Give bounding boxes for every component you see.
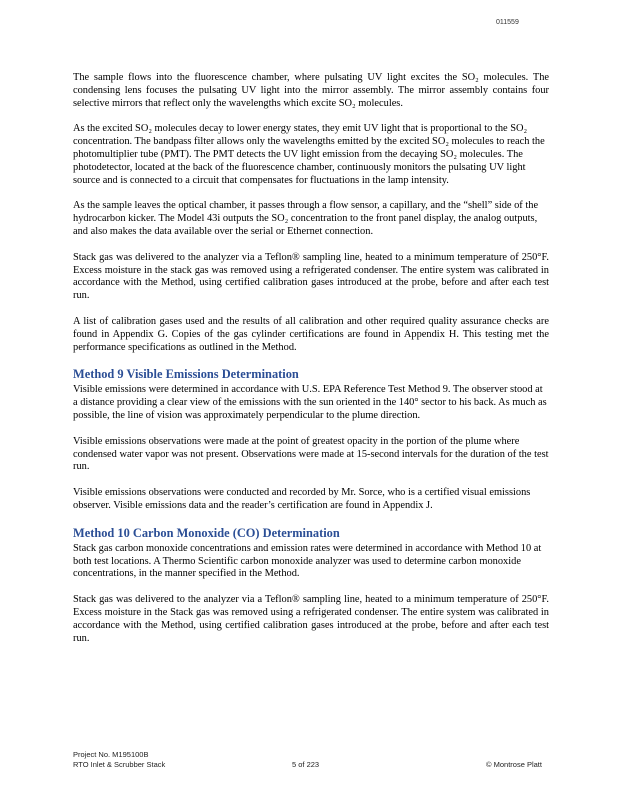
footer-page-number: 5 of 223 (292, 760, 320, 769)
footer-company: © Montrose Platt (486, 760, 542, 769)
page-id: 011559 (496, 19, 519, 26)
method10-paragraph-1: Stack gas carbon monoxide concentrations and emission rates were determined in accordance with Method 10 at both test locations. A Thermo Scientific carbon monoxide analyzer was used to determine carbon monoxide concentrations, in the manner specified in the Method. (73, 542, 542, 580)
footer-project-number: Project No. M195100B (73, 750, 149, 759)
paragraph-optical-chamber: As the sample leaves the optical chamber, it passes through a flow sensor, a capillary, and the “shell” side of the hydrocarbon kicker. The Model 43i outputs the SO₂ concentration to the front panel display, the analog outputs, and also makes the data available over the serial or Ethernet connection. (73, 200, 539, 237)
method9-paragraph-2: Visible emissions observations were made at the point of greatest opacity in the portion of the plume where condensed water vapor was not present. Observations were made at 15-second intervals for the duration of the test run. (73, 435, 549, 473)
paragraph-calibration-gases: A list of calibration gases used and the results of all calibration and other required quality assurance checks are found in Appendix G. Copies of the gas cylinder certifications are found in Appendix H. This testing met the performance specifications as outlined in the Method. (73, 315, 549, 353)
method9-heading: Method 9 Visible Emissions Determination (73, 367, 299, 382)
paragraph-excited-molecules: As the excited SO₂ molecules decay to lower energy states, they emit UV light that is proportional to the SO₂ concentration. The bandpass filter allows only the wavelengths emitted by the excited SO₂ molecules to reach the photomultiplier tube (PMT). The PMT detects the UV light emission from the decaying SO₂ molecules. The photodetector, located at the back of the fluorescence chamber, continuously monitors the pulsating UV light source and is connected to a circuit that compensates for fluctuations in the lamp intensity. (73, 123, 545, 186)
footer-location: RTO Inlet & Scrubber Stack (73, 760, 166, 769)
document-body (73, 72, 549, 658)
method9-paragraph-1: Visible emissions were determined in accordance with U.S. EPA Reference Test Method 9. The observer stood at a distance providing a clear view of the emissions with the sun oriented in the 140° sector to his back. As much as possible, the line of vision was approximately perpendicular to the plume direction. (73, 384, 547, 421)
paragraph-fluorescence-chamber: The sample flows into the fluorescence chamber, where pulsating UV light excites the SO₂ molecules. The condensing lens focuses the pulsating UV light into the mirror assembly. The mirror assembly contains four selective mirrors that reflect only the wavelengths which excite SO₂ molecules. (73, 72, 549, 109)
footer-project-info (73, 750, 165, 770)
method9-paragraph-3: Visible emissions observations were conducted and recorded by Mr. Sorce, who is a certified visual emissions observer. Visible emissions data and the reader’s certification are found in Appendix J. (73, 487, 531, 511)
paragraph-stack-gas-delivery: Stack gas was delivered to the analyzer via a Teflon® sampling line, heated to a minimum temperature of 250°F. Excess moisture in the stack gas was removed using a refrigerated condenser. The entire system was calibrated in accordance with the Method, using certified calibration gases introduced at the probe, before and after each test run. (73, 251, 549, 302)
method10-heading: Method 10 Carbon Monoxide (CO) Determination (73, 525, 340, 540)
method10-paragraph-2: Stack gas was delivered to the analyzer via a Teflon® sampling line, heated to a minimum temperature of 250°F. Excess moisture in the Stack gas was removed using a refrigerated condenser. The entire system was calibrated in accordance with the Method, using certified calibration gases introduced at the probe, before and after each test run. (73, 594, 549, 644)
